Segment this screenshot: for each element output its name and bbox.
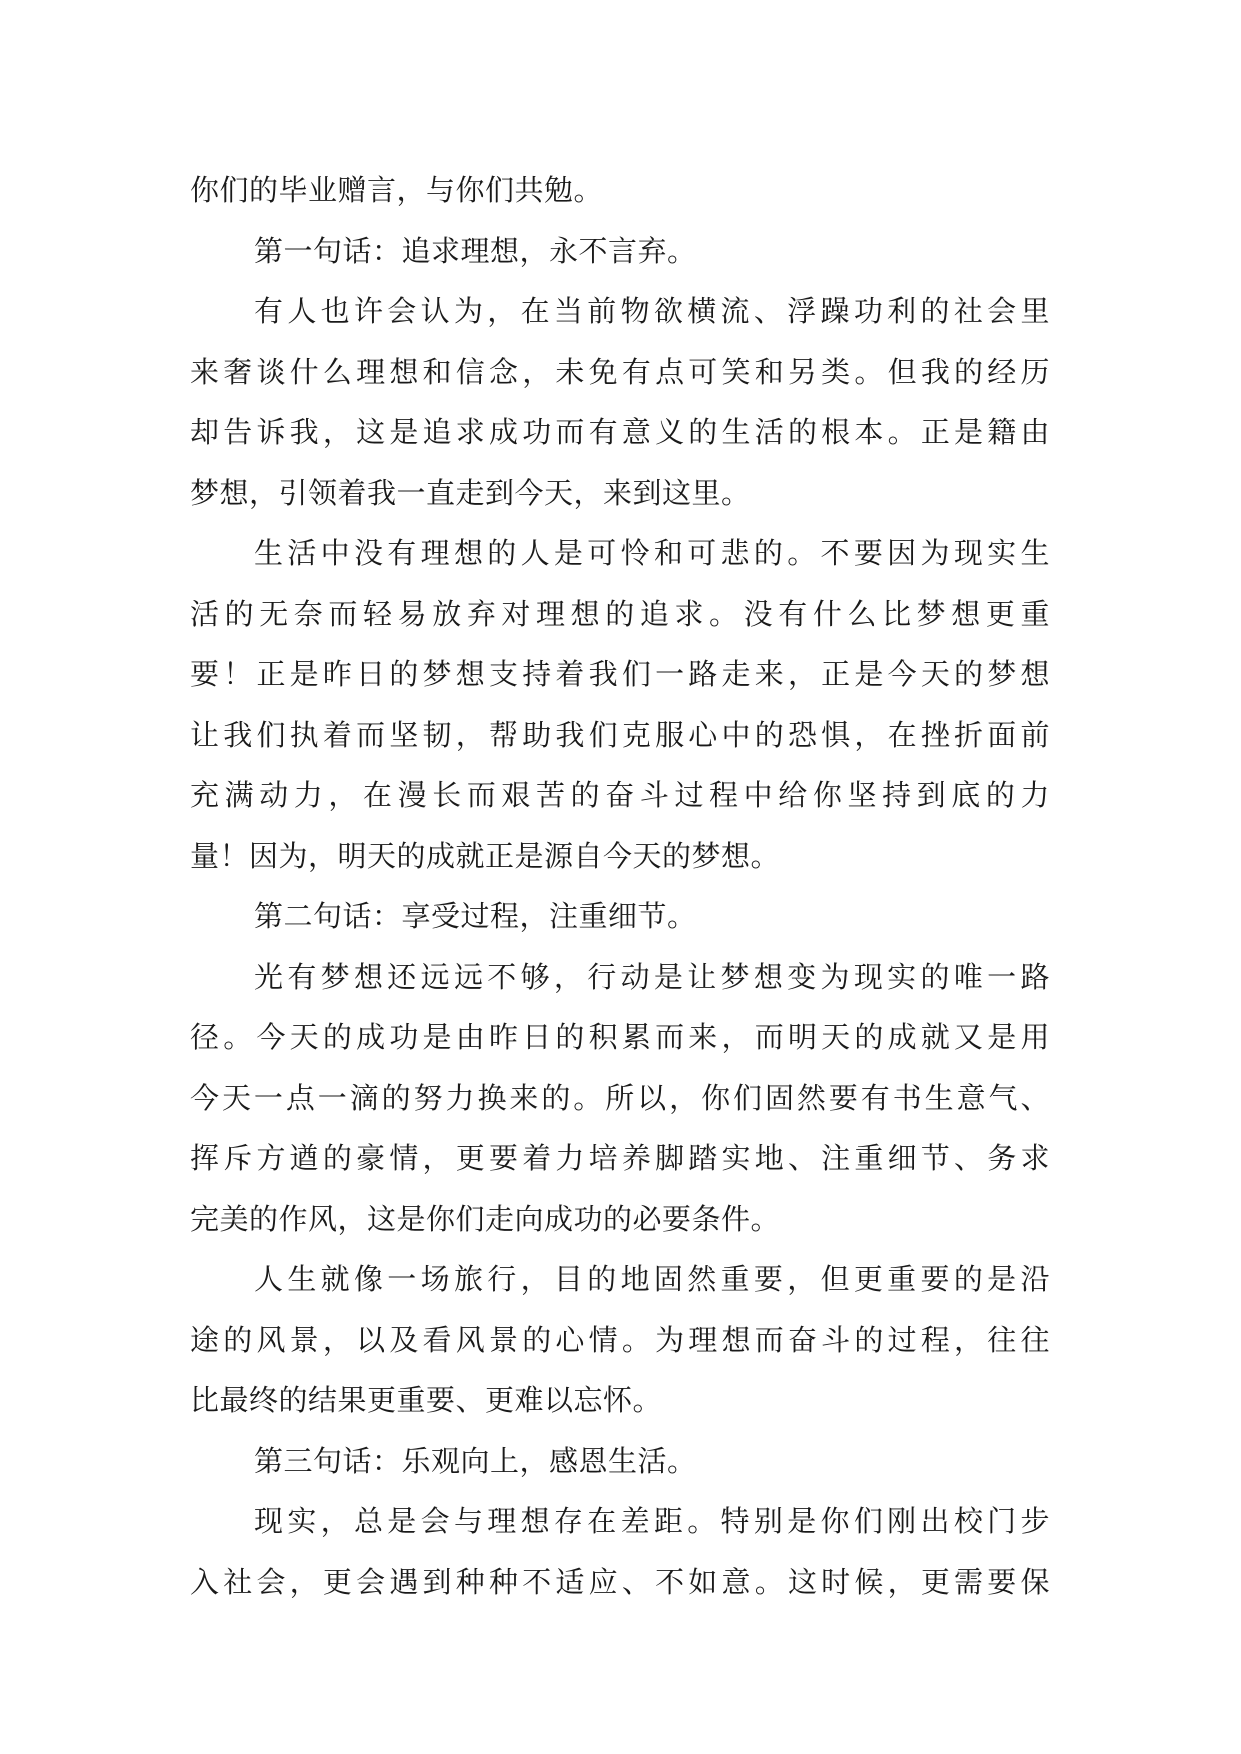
text-line: 人生就像一场旅行，目的地固然重要，但更重要的是沿 [254, 1262, 1050, 1296]
text-line: 比最终的结果更重要、更难以忘怀。 [190, 1383, 663, 1417]
text-line: 生活中没有理想的人是可怜和可悲的。不要因为现实生 [254, 536, 1050, 570]
text-line: 完美的作风，这是你们走向成功的必要条件。 [190, 1201, 781, 1236]
text-line: 活的无奈而轻易放弃对理想的追求。没有什么比梦想更重 [190, 596, 1050, 631]
text-line: 量！因为，明天的成就正是源自今天的梦想。 [190, 838, 781, 873]
text-line: 要！正是昨日的梦想支持着我们一路走来，正是今天的梦想 [190, 657, 1050, 691]
text-line: 挥斥方遒的豪情，更要着力培养脚踏实地、注重细节、务求 [190, 1141, 1050, 1175]
text-line: 途的风景，以及看风景的心情。为理想而奋斗的过程，往往 [190, 1322, 1050, 1357]
text-line: 今天一点一滴的努力换来的。所以，你们固然要有书生意气、 [190, 1080, 1050, 1115]
text-line: 有人也许会认为，在当前物欲横流、浮躁功利的社会里 [254, 294, 1050, 328]
text-line: 径。今天的成功是由昨日的积累而来，而明天的成就又是用 [190, 1020, 1050, 1054]
document-body [190, 160, 1050, 1612]
text-line: 现实，总是会与理想存在差距。特别是你们刚出校门步 [254, 1504, 1050, 1538]
text-line: 入社会，更会遇到种种不适应、不如意。这时候，更需要保 [190, 1564, 1050, 1599]
text-line: 第一句话：追求理想，永不言弃。 [254, 233, 697, 268]
text-line: 让我们执着而坚韧，帮助我们克服心中的恐惧，在挫折面前 [190, 717, 1050, 752]
text-line: 光有梦想还远远不够，行动是让梦想变为现实的唯一路 [254, 959, 1050, 994]
text-line: 充满动力，在漫长而艰苦的奋斗过程中给你坚持到底的力 [190, 778, 1050, 812]
text-line: 来奢谈什么理想和信念，未免有点可笑和另类。但我的经历 [190, 354, 1050, 389]
text-line: 第二句话：享受过程，注重细节。 [254, 899, 697, 933]
text-line: 第三句话：乐观向上，感恩生活。 [254, 1443, 697, 1478]
text-line: 你们的毕业赠言，与你们共勉。 [190, 173, 604, 207]
text-line: 却告诉我，这是追求成功而有意义的生活的根本。正是籍由 [190, 415, 1050, 449]
text-line: 梦想，引领着我一直走到今天，来到这里。 [190, 475, 751, 510]
